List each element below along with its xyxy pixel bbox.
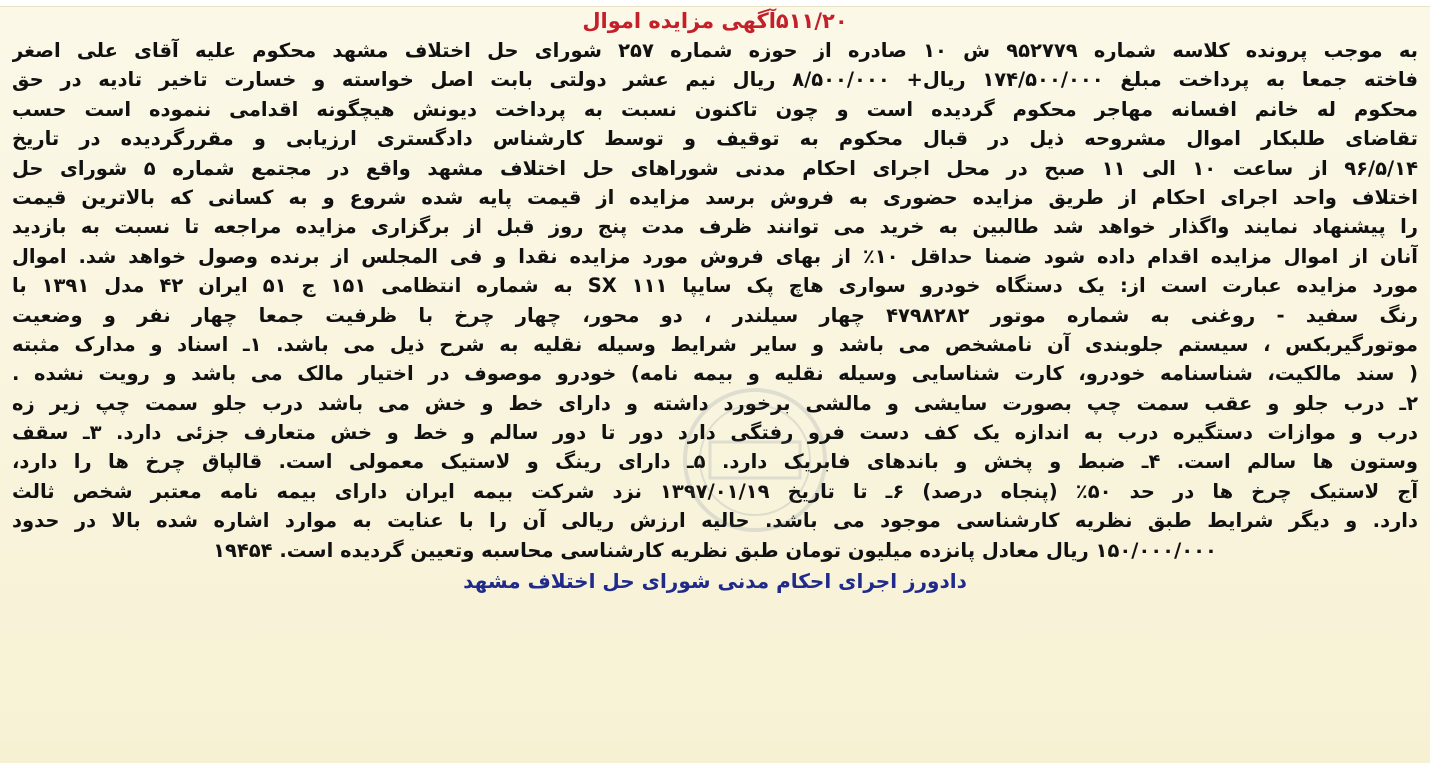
notice-line-last: ۱۵۰/۰۰۰/۰۰۰ ریال معادل پانزده میلیون تومان طبق نظریه کارشناسی محاسبه وتعیین گردیده است. ۱۹۴۵۴ — [213, 538, 1217, 562]
notice-line: دارد. و دیگر شرایط طبق نظریه کارشناسی موجود می باشد. حالیه ارزش ریالی آن را با عنایت به موارد اشاره شده بالا در حدود — [12, 509, 1418, 533]
notice-line: آج لاستیک چرخ ها در حد ۵۰٪ (پنجاه درصد) ۶ـ تا تاریخ ۱۳۹۷/۰۱/۱۹ نزد شرکت بیمه ایران دارای بیمه نامه معتبر شخص ثالث — [12, 479, 1418, 503]
notice-signature: دادورز اجرای احکام مدنی شورای حل اختلاف مشهد — [463, 569, 967, 594]
notice-line: مورد مزایده عبارت است از: یک دستگاه خودرو سواری هاچ پک سایپا SX ۱۱۱ به شماره انتظامی ۱۵۱ ج ۵۱ ایران ۴۲ مدل ۱۳۹۱ با — [12, 274, 1418, 298]
top-strip — [0, 0, 1430, 7]
notice-title: ۵۱۱/۲۰آگهی مزایده اموال — [582, 9, 848, 33]
notice-line: ۲ـ درب جلو و عقب سمت چپ بصورت سایشی و مالشی برخورد داشته و دارای خط و خش می باشد درب جلو سمت چپ زیر زه — [12, 391, 1418, 415]
notice-line: وستون ها سالم است. ۴ـ ضبط و پخش و باندهای فابریک دارد. ۵ـ دارای رینگ و لاستیک معمولی است. قالپاق چرخ ها را دارد، — [12, 450, 1418, 474]
notice-body — [12, 36, 1418, 565]
notice-line: آنان از اموال مزایده اقدام داده شود ضمنا حداقل ۱۰٪ از بهای فروش مورد مزایده نقدا و فی المجلس از برنده وصول خواهد شد. اموال — [12, 244, 1418, 268]
notice-line: به موجب پرونده کلاسه شماره ۹۵۲۷۷۹ ش ۱۰ صادره از حوزه شماره ۲۵۷ شورای حل اختلاف مشهد محکوم علیه آقای علی اصغر — [12, 39, 1418, 62]
notice-line: ۹۶/۵/۱۴ از ساعت ۱۰ الی ۱۱ صبح در محل اجرای احکام مدنی شوراهای حل اختلاف مشهد واقع در مجتمع شماره ۵ شورای حل — [12, 156, 1418, 180]
notice-line: موتورگیربکس ، سیستم جلوبندی آن نامشخص می باشد و سایر شرایط وسیله نقلیه به شرح ذیل می باشد. ۱ـ اسناد و مدارک مثبته — [12, 332, 1418, 356]
notice-line: اختلاف واحد اجرای احکام از طریق مزایده حضوری به فروش برسد مزایده از قیمت پایه شده شروع و به کسانی که بالاترین قیمت — [12, 185, 1418, 209]
notice-line: درب و موازات دستگیره درب به اندازه یک کف دست فرو رفتگی دارد دور تا دور سالم و خط و خش متعارف جزئی دارد. ۳ـ سقف — [12, 421, 1418, 445]
notice-line: تقاضای طلبکار اموال مشروحه ذیل در قبال محکوم به توقیف و توسط کارشناس دادگستری ارزیابی و مقررگردیده در تاریخ — [12, 127, 1418, 151]
notice-line: ( سند مالکیت، شناسنامه خودرو، کارت شناسایی وسیله نقلیه و بیمه نامه) خودرو موصوف در اختیار مالک می باشد و رویت نشده . — [12, 362, 1418, 386]
notice-line: محکوم له خانم افسانه مهاجر محکوم گردیده است و چون تاکنون نسبت به پرداخت دیونش هیچگونه اقدامی ننموده است حسب — [12, 97, 1418, 121]
notice-line: رنگ سفید - روغنی به شماره موتور ۴۷۹۸۲۸۲ چهار سیلندر ، دو محور، چهار چرخ با ظرفیت جمعا چهار نفر و وضعیت — [12, 303, 1418, 327]
notice-line: را پیشنهاد نمایند واگذار خواهد شد طالبین به خرید می توانند ظرف مدت پنج روز قبل از برگزاری مزایده مراجعه تا نسبت به بازدید — [12, 215, 1418, 239]
notice-line: فاخته جمعا به پرداخت مبلغ ۱۷۴/۵۰۰/۰۰۰ ریال+ ۸/۵۰۰/۰۰۰ ریال نیم عشر دولتی بابت اصل خواسته و خسارت تاخیر تادیه در حق — [12, 68, 1418, 92]
